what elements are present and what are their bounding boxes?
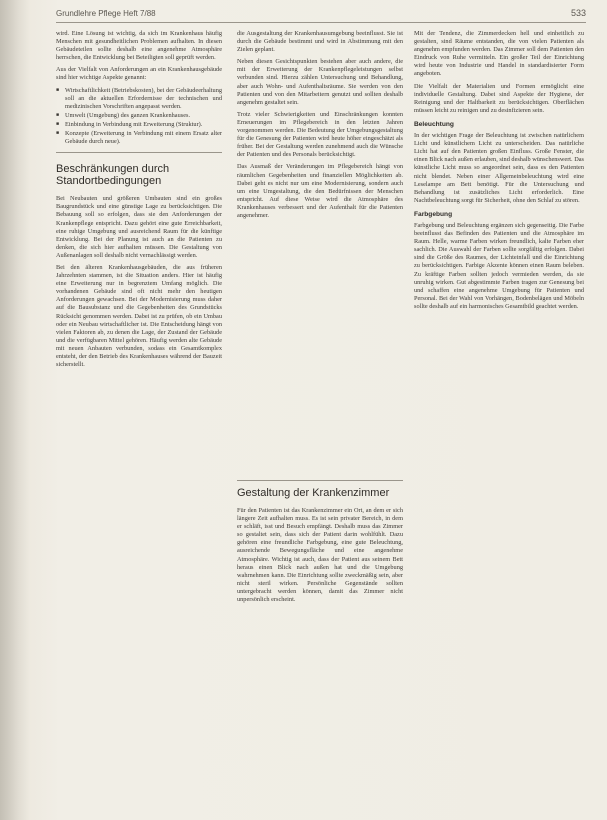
- paragraph: Neben diesen Gesichtspunkten bestehen aber auch andere, die mit der Erweiterung der Krankenpflegeleistungen selbst verbunden sind. Hierzu zählen Untersuchung und Behandlung, aber auch Wohn- und Aufenthaltsräume. Sie werden von den Patienten und von den Mitarbeitern genutzt und sollten deshalb angenehm gestaltet sein.: [237, 58, 403, 106]
- paragraph: Für den Patienten ist das Krankenzimmer ein Ort, an dem er sich längere Zeit aufhalten muss. Es ist sein privater Bereich, in dem er schläft, isst und Besuch empfängt. Deshalb muss das Zimmer so gestaltet sein, dass sich der Patient darin wohlfühlt. Dazu gehören eine freundliche Farbgebung, eine gute Beleuchtung, ausreichende Bewegungsfläche und eine angenehme Atmosphäre. Wichtig ist auch, dass der Patient aus seinem Bett heraus einen Blick nach außen hat und die Umgebung wahrnehmen kann. Die Einrichtung sollte zweckmäßig sein, aber nicht steril wirken. Persönliche Gegenstände sollten untergebracht werden können, damit das Zimmer nicht unpersönlich erscheint.: [237, 507, 403, 604]
- bullet-list: [56, 87, 222, 147]
- page-header: [56, 6, 586, 23]
- section-divider: [237, 480, 403, 481]
- paragraph: Mit der Tendenz, die Zimmerdecken hell und einheitlich zu gestalten, sind Räume entstanden, die von vielen Patienten als angenehm empfunden werden. Das Zimmer soll dem Patienten den Eindruck von Ruhe vermitteln. Ein großer Teil der Einrichtung wird heute von Industrie und Handel in standardisierter Form angeboten.: [414, 30, 584, 78]
- section-krankenzimmer: [237, 474, 403, 608]
- paragraph: Bei den älteren Krankenhausgebäuden, die aus früheren Jahrzehnten stammen, ist die Situation anders. Hier ist häufig eine Erweiterung nur in begrenztem Umfang möglich. Die vorhandenen Gebäude sind oft nicht mehr den heutigen Anforderungen gewachsen. Bei der Modernisierung muss daher auf die Bausubstanz und die Gegebenheiten des Grundstücks Rücksicht genommen werden. Dabei ist zu prüfen, ob ein Umbau oder ein Neubau wirtschaftlicher ist. Die Entscheidung hängt von vielen Faktoren ab, zu denen die Lage, der Zustand der Gebäude und die verfügbaren Mittel gehören. Häufig werden alte Gebäude mit neuen Anbauten verbunden, sodass ein Gesamtkomplex entsteht, der den Betrieb des Krankenhauses während der Bauzeit sicherstellt.: [56, 263, 222, 369]
- section-heading: Beschränkungen durch Standortbedingungen: [56, 163, 170, 188]
- subheading: Farbgebung: [414, 210, 453, 218]
- subheading: Beleuchtung: [414, 120, 454, 128]
- running-title: Grundlehre Pflege Heft 7/88: [56, 9, 156, 18]
- paragraph: Farbgebung und Beleuchtung ergänzen sich gegenseitig. Die Farbe beeinflusst das Befinden des Patienten und die Atmosphäre im Raum. Helle, warme Farben wirken freundlich, kalte Farben eher sachlich. Die Auswahl der Farben sollte sorgfältig erfolgen. Dabei sind die Größe des Raumes, der Lichteinfall und die Einrichtung zu berücksichtigen. Farbige Akzente können einen Raum beleben. Zu kräftige Farben sollten jedoch vermieden werden, da sie unruhig wirken. Gut abgestimmte Farben tragen zur Genesung bei und schaffen eine angenehme Umgebung für Patienten und Personal. Bei der Wahl von Vorhängen, Bodenbelägen und Möbeln sollte deshalb auf ein harmonisches Gesamtbild geachtet werden.: [414, 221, 584, 310]
- paragraph: Trotz vieler Schwierigkeiten und Einschränkungen konnten Erneuerungen im Pflegebereich in den letzten Jahren vorgenommen werden. Die Bedeutung der Umgebungsgestaltung für die Genesung der Patienten wird heute höher eingeschätzt als früher. Bei der Gestaltung werden zunehmend auch die Wünsche der Patienten und des Personals berücksichtigt.: [237, 110, 403, 159]
- column-2: [237, 30, 403, 790]
- paragraph: Das Ausmaß der Veränderungen im Pflegebereich hängt von räumlichen Gegebenheiten und finanziellen Möglichkeiten ab. Dabei geht es nicht nur um eine Modernisierung, sondern auch um eine Umgestaltung, die den Bedürfnissen der Menschen entspricht. Auf diese Weise wird die Atmosphäre des Krankenhauses verbessert und der Aufenthalt für die Patienten angenehmer.: [237, 163, 403, 219]
- list-item: ■ Umwelt (Umgebung) des ganzen Krankenhauses.: [65, 112, 222, 120]
- paragraph: In der wichtigen Frage der Beleuchtung ist zwischen natürlichem Licht und künstlichem Licht zu unterscheiden. Das natürliche Licht hat auf den Patienten großen Einfluss. Große Fenster, die einen Blick nach außen erlauben, sind deshalb wünschenswert. Das künstliche Licht muss so angeordnet sein, dass es den Patienten nicht blendet. Neben einer Allgemeinbeleuchtung wird eine Leselampe am Bett benötigt. Für die Untersuchung und Behandlung ist zusätzliches Licht erforderlich. Eine Nachtbeleuchtung sorgt für Sicherheit, ohne den Schlaf zu stören.: [414, 132, 584, 204]
- paragraph: Aus der Vielfalt von Anforderungen an ein Krankenhausgebäude sind hier wichtige Aspekte genannt:: [56, 66, 222, 82]
- binding-shadow: [0, 0, 30, 820]
- page-number: 533: [570, 8, 586, 18]
- section-divider: [56, 152, 222, 153]
- list-item: ■ Konzepte (Erweiterung in Verbindung mit einem Ersatz alter Gebäude durch neue).: [65, 130, 222, 146]
- paragraph: Die Vielfalt der Materialien und Formen ermöglicht eine individuelle Gestaltung. Dabei sind Aspekte der Hygiene, der Reinigung und der Haltbarkeit zu berücksichtigen. Oberflächen müssen leicht zu reinigen und zu desinfizieren sein.: [414, 82, 584, 114]
- section-heading: Gestaltung der Krankenzimmer: [237, 487, 390, 499]
- paragraph: wird. Eine Lösung ist wichtig, da sich im Krankenhaus häufig Menschen mit gesundheitlichen Problemen aufhalten. In diesen Gebäudeteilen sollte deshalb eine angenehme Atmosphäre herrschen, die Entwicklung bei Beteiligten soll geprüft werden.: [56, 30, 222, 62]
- column-3: [414, 30, 584, 315]
- paragraph: die Ausgestaltung der Krankenhausumgebung beeinflusst. Sie ist durch die Gebäude bestimmt und wird in Abstimmung mit den Zielen geplant.: [237, 30, 403, 54]
- list-item: ■ Einbindung in Verbindung mit Erweiterung (Struktur).: [65, 121, 222, 129]
- list-item: ■ Wirtschaftlichkeit (Betriebskosten), bei der Gebäudeerhaltung soll an die aktuellen Erfordernisse der technischen und medizinischen Vorschriften angepasst werden.: [65, 87, 222, 111]
- column-1: [56, 30, 222, 373]
- paragraph: Bei Neubauten und größeren Umbauten sind ein großes Baugrundstück und eine günstige Lage zu berücksichtigen. Die Bebauung soll so erfolgen, dass sie den Anforderungen der Krankenpflege entspricht. Dazu gehört eine gute Erreichbarkeit, eine ruhige Umgebung und ausreichend Raum für die künftige Entwicklung. Bei der Planung ist auch an die Patienten zu denken, die sich hier aufhalten müssen. Die Gestaltung von Außenanlagen soll deshalb nicht vernachlässigt werden.: [56, 195, 222, 259]
